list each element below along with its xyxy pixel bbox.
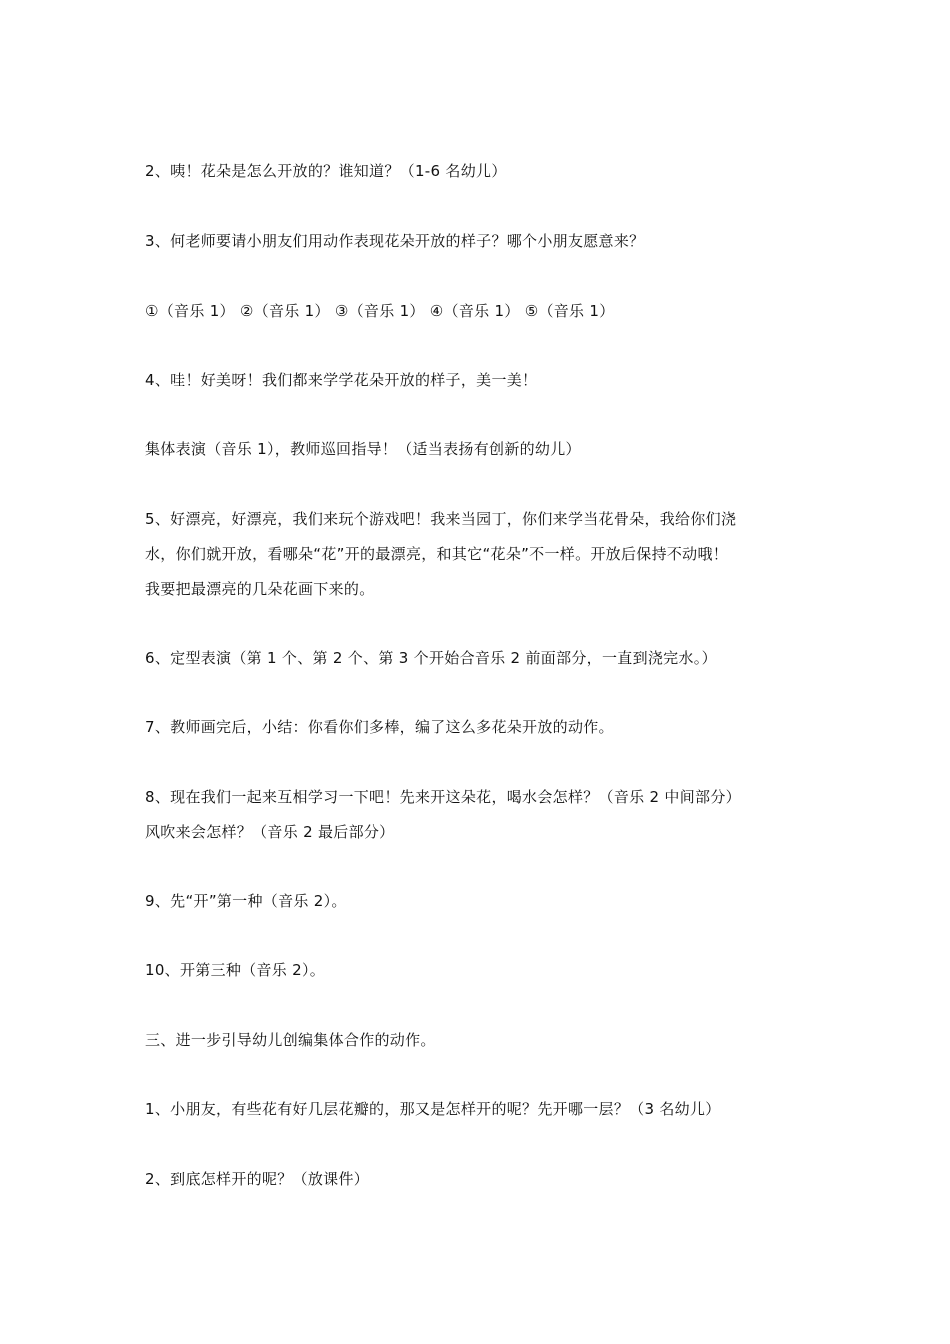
paragraph	[145, 641, 825, 676]
paragraph	[145, 1023, 825, 1058]
text-line: 10、开第三种（音乐 2）。	[145, 961, 326, 979]
text-line: 8、现在我们一起来互相学习一下吧！先来开这朵花，喝水会怎样？（音乐 2 中间部分）	[145, 788, 741, 806]
text-line: 6、定型表演（第 1 个、第 2 个、第 3 个开始合音乐 2 前面部分，一直到浇完水。）	[145, 649, 717, 667]
paragraph	[145, 710, 825, 745]
text-line: 2、到底怎样开的呢？（放课件）	[145, 1170, 370, 1188]
text-line: 集体表演（音乐 1），教师巡回指导！（适当表扬有创新的幼儿）	[145, 440, 581, 458]
text-line: 5、好漂亮，好漂亮，我们来玩个游戏吧！我来当园丁，你们来学当花骨朵，我给你们浇	[145, 510, 737, 528]
paragraph	[145, 1092, 825, 1127]
text-line: 1、小朋友，有些花有好几层花瓣的，那又是怎样开的呢？先开哪一层？（3 名幼儿）	[145, 1100, 721, 1118]
paragraph	[145, 363, 825, 398]
text-line: 9、先“开”第一种（音乐 2）。	[145, 892, 347, 910]
paragraph	[145, 884, 825, 919]
paragraph	[145, 953, 825, 988]
text-line: 风吹来会怎样？（音乐 2 最后部分）	[145, 823, 395, 841]
paragraph	[145, 154, 825, 189]
paragraph	[145, 224, 825, 259]
text-line: 我要把最漂亮的几朵花画下来的。	[145, 580, 375, 598]
paragraph	[145, 780, 825, 850]
paragraph	[145, 432, 825, 467]
text-line: ①（音乐 1） ②（音乐 1） ③（音乐 1） ④（音乐 1） ⑤（音乐 1）	[145, 302, 615, 320]
text-line: 7、教师画完后，小结：你看你们多棒，编了这么多花朵开放的动作。	[145, 718, 614, 736]
text-line: 3、何老师要请小朋友们用动作表现花朵开放的样子？哪个小朋友愿意来？	[145, 232, 645, 250]
text-line: 2、咦！花朵是怎么开放的？谁知道？（1-6 名幼儿）	[145, 162, 507, 180]
paragraph	[145, 502, 825, 607]
text-line: 三、进一步引导幼儿创编集体合作的动作。	[145, 1031, 436, 1049]
paragraph	[145, 1162, 825, 1197]
text-line: 4、哇！好美呀！我们都来学学花朵开放的样子，美一美！	[145, 371, 538, 389]
paragraph	[145, 294, 825, 329]
text-line: 水，你们就开放，看哪朵“花”开的最漂亮，和其它“花朵”不一样。开放后保持不动哦！	[145, 545, 729, 563]
